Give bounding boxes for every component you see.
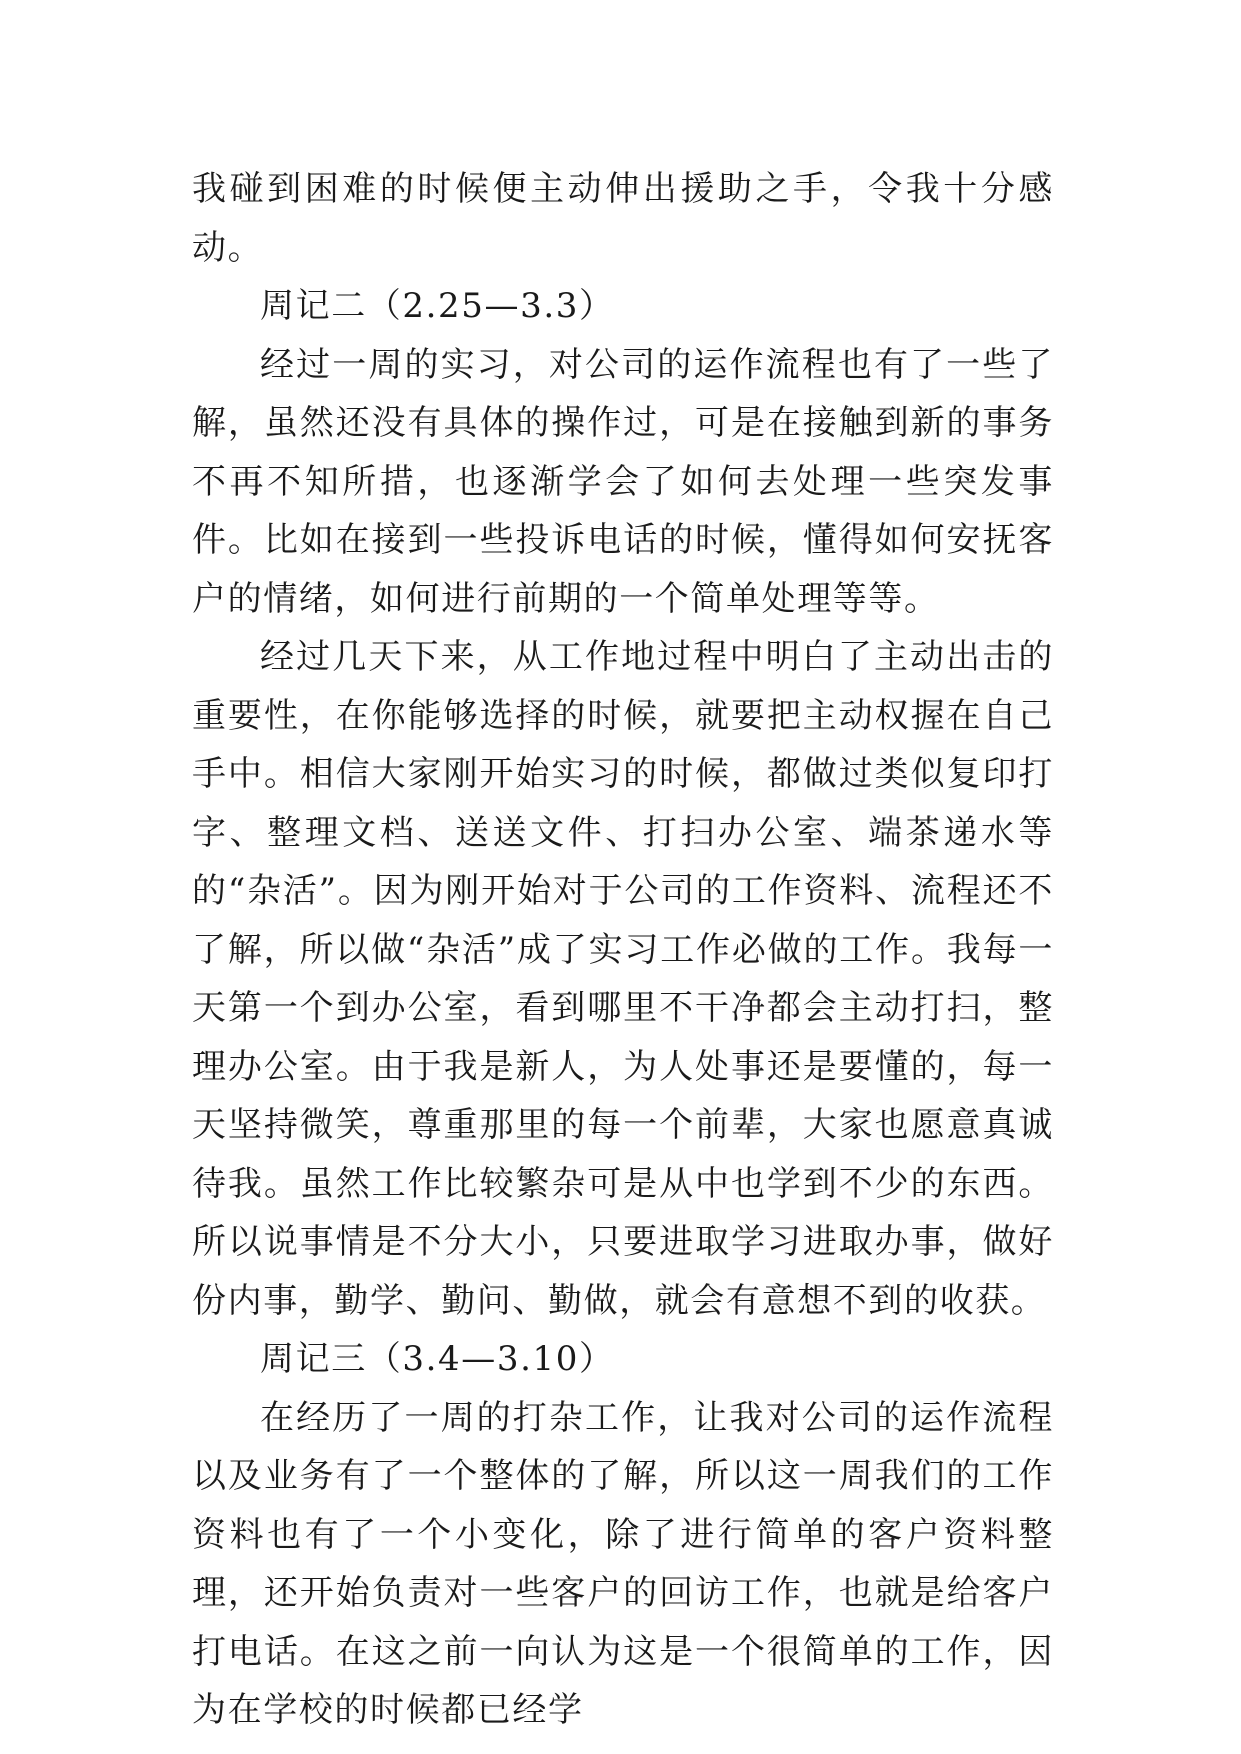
weekly-journal-heading-3: 周记三（3.4—3.10） (260, 1339, 615, 1379)
paragraph-week3-intro: 在经历了一周的打杂工作，让我对公司的运作流程以及业务有了一个整体的了解，所以这一周我们的工作资料也有了一个小变化，除了进行简单的客户资料整理，还开始负责对一些客户的回访工作，也就是给客户打电话。在这之前一向认为这是一个很简单的工作，因为在学校的时候都已经学 (192, 1397, 1054, 1730)
document-body (192, 160, 1054, 1740)
paragraph-continuation: 我碰到困难的时候便主动伸出援助之手，令我十分感动。 (192, 169, 1054, 268)
paragraph-week2-initiative: 经过几天下来，从工作地过程中明白了主动出击的重要性，在你能够选择的时候，就要把主动权握在自己手中。相信大家刚开始实习的时候，都做过类似复印打字、整理文档、送送文件、打扫办公室、端茶递水等的“杂活”。因为刚开始对于公司的工作资料、流程还不了解，所以做“杂活”成了实习工作必做的工作。我每一天第一个到办公室，看到哪里不干净都会主动打扫，整理办公室。由于我是新人，为人处事还是要懂的，每一天坚持微笑，尊重那里的每一个前辈，大家也愿意真诚待我。虽然工作比较繁杂可是从中也学到不少的东西。所以说事情是不分大小，只要进取学习进取办事，做好份内事，勤学、勤问、勤做，就会有意想不到的收获。 (192, 637, 1054, 1321)
paragraph-week2-intro: 经过一周的实习，对公司的运作流程也有了一些了解，虽然还没有具体的操作过，可是在接触到新的事务不再不知所措，也逐渐学会了如何去处理一些突发事件。比如在接到一些投诉电话的时候，懂得如何安抚客户的情绪，如何进行前期的一个简单处理等等。 (192, 344, 1054, 619)
weekly-journal-heading-2: 周记二（2.25—3.3） (260, 286, 615, 326)
